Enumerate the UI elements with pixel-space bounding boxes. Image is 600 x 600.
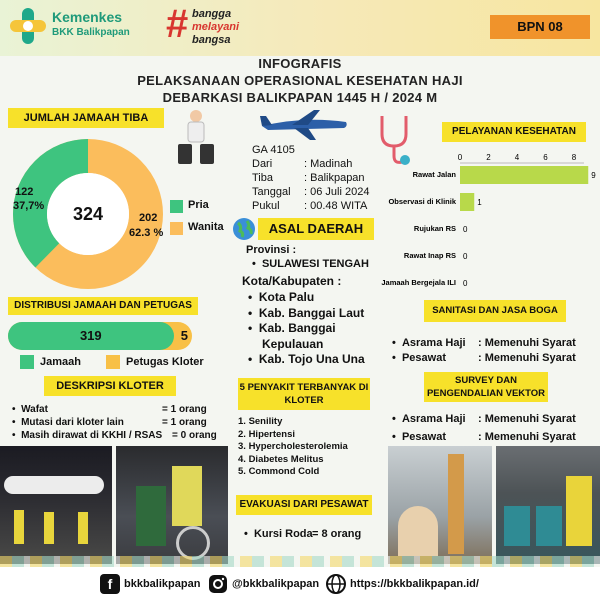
evacuation-value: = 8 orang	[312, 528, 362, 540]
pilgrim-luggage-icon	[176, 108, 218, 166]
distribution-heading: DISTRIBUSI JAMAAH DAN PETUGAS	[8, 297, 198, 315]
flight-info	[252, 144, 382, 214]
list-item: 5. Commond Cold	[238, 466, 320, 477]
airplane-icon	[258, 108, 350, 142]
flight-row: Tanggal : 06 Juli 2024	[252, 186, 370, 198]
list-item: • Kab. Tojo Una Una	[248, 352, 365, 366]
globe-icon	[232, 217, 256, 241]
list-item: 4. Diabetes Melitus	[238, 453, 324, 465]
photo-airplane-disembark	[0, 446, 112, 564]
bar-value-label: 0	[463, 279, 468, 288]
instagram-icon	[208, 574, 228, 594]
flight-row: Dari : Madinah	[252, 158, 353, 170]
flight-row: Tiba : Balikpapan	[252, 172, 365, 184]
category-label: Rawat Inap RS	[403, 251, 456, 260]
arrivals-heading: JUMLAH JAMAAH TIBA	[8, 108, 164, 128]
brand-name: Kemenkes	[52, 9, 123, 25]
page-title-line-3: DEBARKASI BALIKPAPAN 1445 H / 2024 M	[162, 90, 438, 105]
health-heading: PELAYANAN KESEHATAN	[442, 122, 586, 142]
bar	[460, 166, 588, 184]
website-link[interactable]: https://bkkbalikpapan.id/	[350, 578, 479, 590]
flight-row: Pukul : 00.48 WITA	[252, 200, 368, 212]
sanitation-heading: SANITASI DAN JASA BOGA	[424, 300, 566, 322]
female-percent: 62.3 %	[129, 227, 164, 239]
list-item: Kepulauan	[262, 336, 324, 351]
list-item: • Kab. Banggai Laut	[248, 305, 365, 320]
photo-health-check	[388, 446, 492, 564]
distribution-bar-petugas: 5	[180, 328, 188, 343]
list-item: 2. Hipertensi	[238, 428, 296, 440]
evacuation-heading: EVAKUASI DARI PESAWAT	[236, 495, 372, 515]
legend-swatch-petugas	[106, 355, 120, 369]
page-title-line-2: PELAKSANAAN OPERASIONAL KESEHATAN HAJI	[137, 73, 463, 88]
female-count: 202	[139, 212, 158, 224]
list-item: • Masih dirawat di KKHI / RSAS = 0 orang	[12, 430, 217, 441]
diseases-heading: 5 PENYAKIT TERBANYAK DI KLOTER	[238, 378, 370, 410]
bar-value-label: 0	[463, 252, 468, 261]
photo-wheelchair-evacuation	[116, 446, 228, 564]
x-tick-label: 0	[457, 153, 463, 162]
vector-heading: SURVEY DAN PENGENDALIAN VEKTOR	[424, 372, 548, 402]
page-title-line-1: INFOGRAFIS	[258, 56, 342, 71]
list-item: • Asrama Haji : Memenuhi Syarat	[392, 337, 576, 349]
legend-swatch-jamaah	[20, 355, 34, 369]
kloter-list	[12, 403, 228, 442]
x-tick-label: 4	[514, 153, 520, 162]
kemenkes-logo-icon	[8, 6, 48, 46]
list-item: • Kab. Banggai	[248, 321, 336, 335]
facebook-handle[interactable]: bkkbalikpapan	[124, 578, 201, 590]
list-item: • Asrama Haji : Memenuhi Syarat	[392, 413, 576, 425]
list-item: • Kota Palu	[248, 290, 315, 304]
list-item: 1. Senility	[238, 416, 283, 427]
legend-swatch-male	[170, 200, 183, 213]
flight-row: GA 4105	[252, 144, 295, 156]
male-count: 122	[15, 186, 34, 198]
globe-web-icon	[326, 574, 346, 594]
bar-value-label: 0	[463, 225, 468, 234]
city-label: Kota/Kabupaten :	[242, 274, 342, 288]
x-tick-label: 2	[486, 153, 491, 162]
category-label: Observasi di Klinik	[388, 197, 456, 206]
kloter-code-badge: BPN 08	[490, 15, 590, 39]
category-label: Rawat Jalan	[412, 170, 456, 179]
tagline-line-3: bangsa	[192, 34, 231, 46]
legend-label-petugas: Petugas Kloter	[126, 356, 204, 368]
brand-subtitle: BKK Balikpapan	[52, 27, 130, 38]
facebook-icon: f	[100, 574, 120, 594]
legend-label-female: Wanita	[188, 221, 224, 233]
vector-list	[392, 410, 576, 446]
male-percent: 37,7%	[13, 200, 45, 212]
x-tick-label: 6	[543, 153, 548, 162]
category-label: Rujukan RS	[413, 224, 456, 233]
legend-label-male: Pria	[188, 199, 209, 211]
kloter-heading: DESKRIPSI KLOTER	[44, 376, 176, 396]
instagram-handle[interactable]: @bkkbalikpapan	[232, 578, 320, 590]
photo-aircraft-cabin	[496, 446, 600, 564]
list-item: 3. Hypercholesterolemia	[238, 441, 348, 452]
diseases-list	[238, 416, 348, 479]
origin-heading: ASAL DAERAH	[258, 218, 374, 240]
province-label: Provinsi :	[246, 244, 297, 256]
tagline-line-2: melayani	[192, 21, 240, 33]
bar-value-label: 1	[477, 198, 482, 207]
list-item: • Pesawat : Memenuhi Syarat	[392, 352, 576, 364]
x-tick-label: 8	[571, 153, 577, 162]
bar	[460, 193, 474, 211]
list-item: • Pesawat : Memenuhi Syarat	[392, 431, 576, 443]
list-item: • Mutasi dari kloter lain = 1 orang	[12, 417, 207, 428]
evacuation-label: • Kursi Roda	[244, 528, 313, 540]
health-services-bar-chart	[376, 150, 594, 288]
bar-value-label: 9	[591, 171, 596, 180]
sanitation-list	[392, 336, 576, 366]
list-item: • Wafat = 1 orang	[12, 404, 207, 415]
arrivals-total: 324	[72, 204, 104, 224]
legend-label-jamaah: Jamaah	[40, 356, 81, 368]
hashtag-symbol: #	[166, 2, 189, 46]
distribution-bar-jamaah: 319	[8, 322, 174, 350]
city-list	[248, 290, 365, 368]
tagline-line-1: bangga	[192, 8, 232, 20]
category-label: Jamaah Bergejala ILI	[381, 278, 456, 287]
distribution-bar	[8, 322, 192, 350]
province-value: • SULAWESI TENGAH	[252, 258, 369, 270]
legend-swatch-female	[170, 222, 183, 235]
